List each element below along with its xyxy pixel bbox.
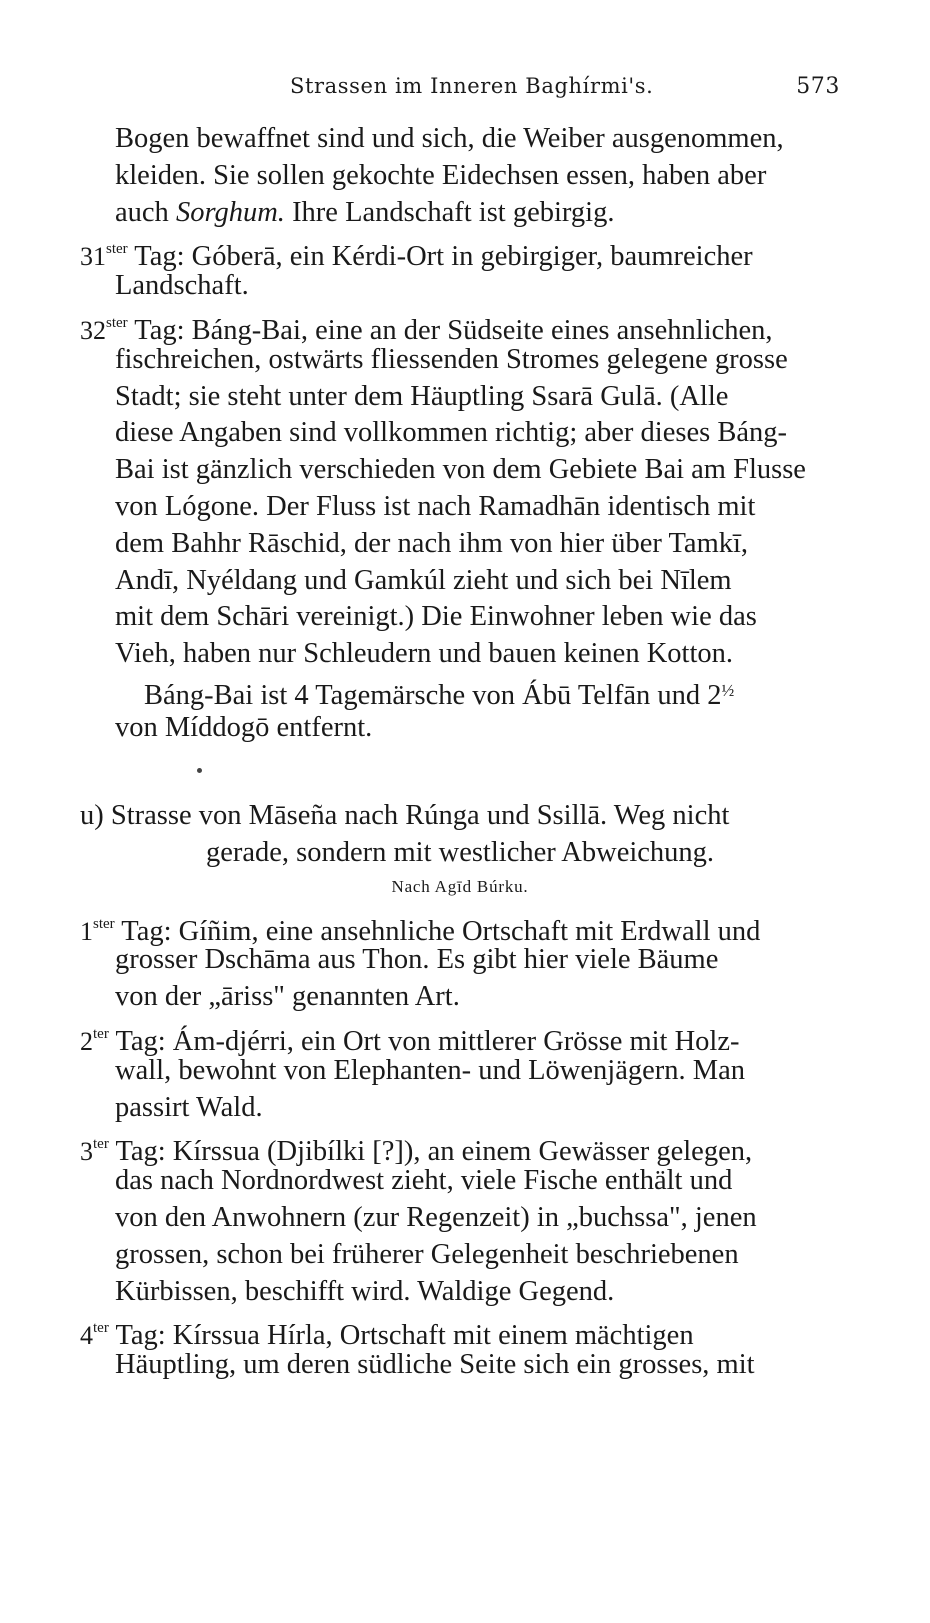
text-line [80, 195, 840, 232]
text-run: Tag: Góberā, ein Kérdi-Ort in gebirgiger, baumreicher [127, 241, 753, 273]
day-number: 31 [80, 242, 106, 272]
text-run: auch [115, 196, 176, 228]
entry-day-3 [80, 1126, 840, 1168]
text-block-top [80, 121, 840, 747]
day-suffix: ster [106, 314, 128, 331]
text-run: Ihre Landschaft ist gebirgig. [284, 196, 615, 228]
fraction: ½ [721, 680, 735, 700]
text-line: grossen, schon bei früherer Gelegenheit beschriebenen [115, 1238, 739, 1270]
text-line: von den Anwohnern (zur Regenzeit) in „buchssa", jenen [115, 1201, 757, 1233]
text-line: von Lógone. Der Fluss ist nach Ramadhān identisch mit [115, 490, 756, 522]
day-label [80, 917, 115, 946]
text-run: Tag: Báng-Bai, eine an der Südseite eines ansehnlichen, [127, 314, 773, 346]
day-number: 3 [80, 1137, 93, 1167]
text-line: Landschaft. [115, 270, 249, 302]
text-line: diese Angaben sind vollkommen richtig; aber dieses Báng- [115, 417, 787, 449]
text-run: Tag: Kírssua (Djibílki [?]), an einem Gewässer gelegen, [108, 1136, 753, 1168]
text-line: Stadt; sie steht unter dem Häuptling Ssarā Gulā. (Alle [115, 380, 729, 412]
day-suffix: ster [106, 241, 128, 258]
text-line: kleiden. Sie sollen gekochte Eidechsen essen, haben aber [115, 159, 767, 191]
text-line: von der „āriss" genannten Art. [115, 981, 460, 1013]
entry-day-2 [80, 1016, 840, 1057]
day-label [80, 1321, 109, 1350]
italic-word: Sorghum. [175, 196, 285, 228]
text-line: Vieh, haben nur Schleudern und bauen keinen Kotton. [115, 638, 733, 670]
text-line: dem Bahhr Rāschid, der nach ihm von hier über Tamkī, [115, 527, 749, 559]
section-title: Strasse von Māseña nach Rúnga und Ssillā. Weg nicht [103, 800, 730, 831]
text-line: von Míddogō entfernt. [115, 711, 373, 743]
entry-day-1 [80, 906, 840, 947]
day-number: 2 [80, 1026, 93, 1056]
day-number: 1 [80, 916, 93, 946]
text-line: passirt Wald. [115, 1091, 263, 1123]
text-run: Tag: Gíñim, eine ansehnliche Ortschaft mit Erdwall und [114, 915, 761, 947]
text-line: Andī, Nyéldang und Gamkúl zieht und sich bei Nīlem [115, 564, 732, 596]
day-number: 32 [80, 315, 106, 345]
text-line: mit dem Schāri vereinigt.) Die Einwohner leben wie das [115, 601, 757, 633]
day-label [80, 316, 128, 345]
day-suffix: ter [93, 1320, 109, 1337]
section-label: u) [80, 800, 104, 831]
entry-day-32 [80, 305, 840, 346]
text-line: Bogen bewaffnet sind und sich, die Weiber ausgenommen, [115, 123, 784, 154]
day-label [80, 1137, 109, 1166]
ink-speck [197, 768, 202, 773]
day-label [80, 1027, 109, 1056]
day-suffix: ster [93, 915, 115, 932]
text-line: wall, bewohnt von Elephanten- und Löwenjägern. Man [115, 1054, 745, 1086]
running-head [290, 66, 840, 106]
page-number: 573 [796, 74, 840, 99]
section-source: Nach Agīd Búrku. [391, 876, 529, 896]
day-suffix: ter [93, 1025, 109, 1042]
text-line: Bai ist gänzlich verschieden von dem Gebiete Bai am Flusse [115, 454, 806, 486]
day-suffix: ter [93, 1136, 109, 1153]
section-heading-line: gerade, sondern mit westlicher Abweichung. [205, 836, 715, 868]
text-run: Báng-Bai ist 4 Tagemärsche von Ábū Telfān und 2 [144, 679, 722, 711]
text-line: Kürbissen, beschifft wird. Waldige Gegend. [115, 1275, 615, 1307]
text-run: Tag: Kírssua Hírla, Ortschaft mit einem mächtigen [108, 1320, 694, 1352]
day-label [80, 242, 128, 271]
text-line: Häuptling, um deren südliche Seite sich ein grosses, mit [115, 1349, 755, 1381]
section-heading-line [80, 798, 840, 835]
section-u [80, 798, 840, 1384]
text-line: fischreichen, ostwärts fliessenden Stromes gelegene grosse [115, 343, 788, 375]
text-run: Tag: Ám-djérri, ein Ort von mittlerer Grösse mit Holz- [108, 1025, 740, 1057]
text-line: grosser Dschāma aus Thon. Es gibt hier viele Bäume [115, 944, 719, 976]
running-title: Strassen im Inneren Baghírmi's. [290, 74, 654, 98]
text-line: das nach Nordnordwest zieht, viele Fische enthält und [115, 1165, 733, 1197]
paragraph-first-line [80, 673, 840, 710]
day-number: 4 [80, 1321, 93, 1351]
entry-day-31 [80, 231, 840, 273]
entry-day-4 [80, 1310, 840, 1352]
